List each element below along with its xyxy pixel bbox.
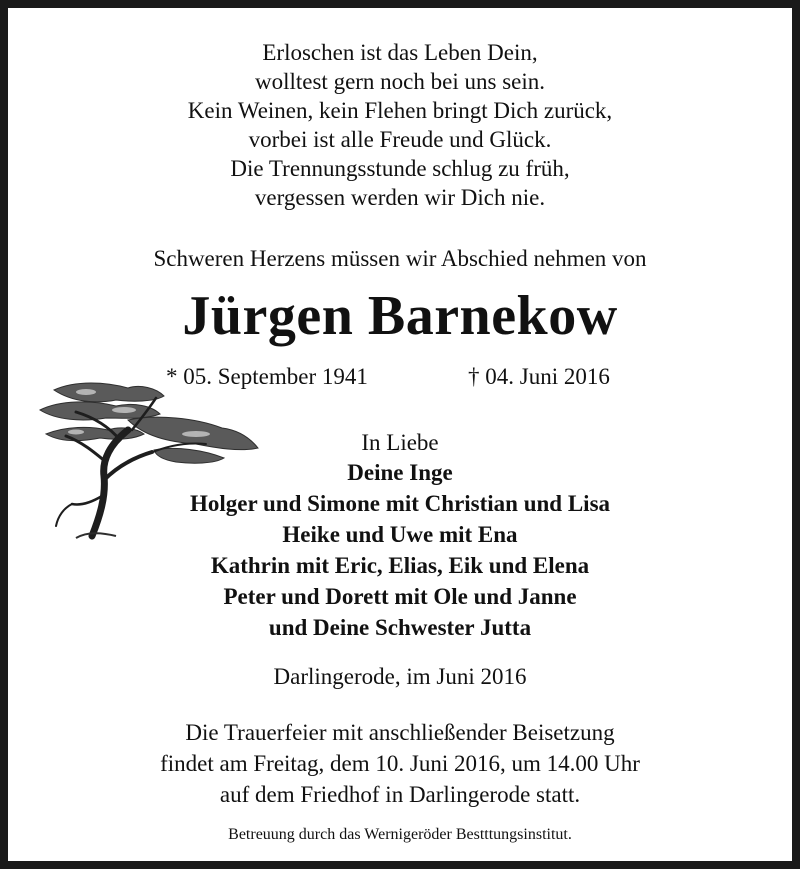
poem-line: wolltest gern noch bei uns sein. bbox=[254, 69, 545, 94]
mourner-line: Holger und Simone mit Christian und Lisa bbox=[189, 491, 611, 516]
poem-line: Kein Weinen, kein Flehen bringt Dich zurück, bbox=[187, 98, 613, 123]
funeral-info-line: findet am Freitag, dem 10. Juni 2016, um 14.00 Uhr bbox=[160, 751, 640, 776]
poem-line: vorbei ist alle Freude und Glück. bbox=[248, 127, 552, 152]
farewell-intro: Schweren Herzens müssen wir Abschied nehmen von bbox=[153, 246, 647, 271]
birth-date: * 05. September 1941 bbox=[166, 364, 368, 389]
poem-line: Erloschen ist das Leben Dein, bbox=[262, 40, 538, 65]
mourner-line: Heike und Uwe mit Ena bbox=[282, 522, 518, 547]
deceased-name: Jürgen Barnekow bbox=[182, 285, 618, 347]
mourner-line: und Deine Schwester Jutta bbox=[268, 615, 532, 640]
funeral-info-line: Die Trauerfeier mit anschließender Beisetzung bbox=[185, 720, 615, 745]
funeral-info-line: auf dem Friedhof in Darlingerode statt. bbox=[219, 782, 581, 807]
funeral-home-credit: Betreuung durch das Wernigeröder Bestttungsinstitut. bbox=[228, 826, 572, 843]
mourner-line: Peter und Dorett mit Ole und Janne bbox=[223, 584, 577, 609]
poem-line: vergessen werden wir Dich nie. bbox=[254, 185, 546, 210]
in-love-label: In Liebe bbox=[361, 430, 439, 455]
mourner-line: Kathrin mit Eric, Elias, Eik und Elena bbox=[210, 553, 590, 578]
mourner-line: Deine Inge bbox=[347, 460, 453, 485]
place-and-date: Darlingerode, im Juni 2016 bbox=[273, 664, 527, 689]
death-date: † 04. Juni 2016 bbox=[468, 364, 610, 389]
poem-line: Die Trennungsstunde schlug zu früh, bbox=[230, 156, 570, 181]
